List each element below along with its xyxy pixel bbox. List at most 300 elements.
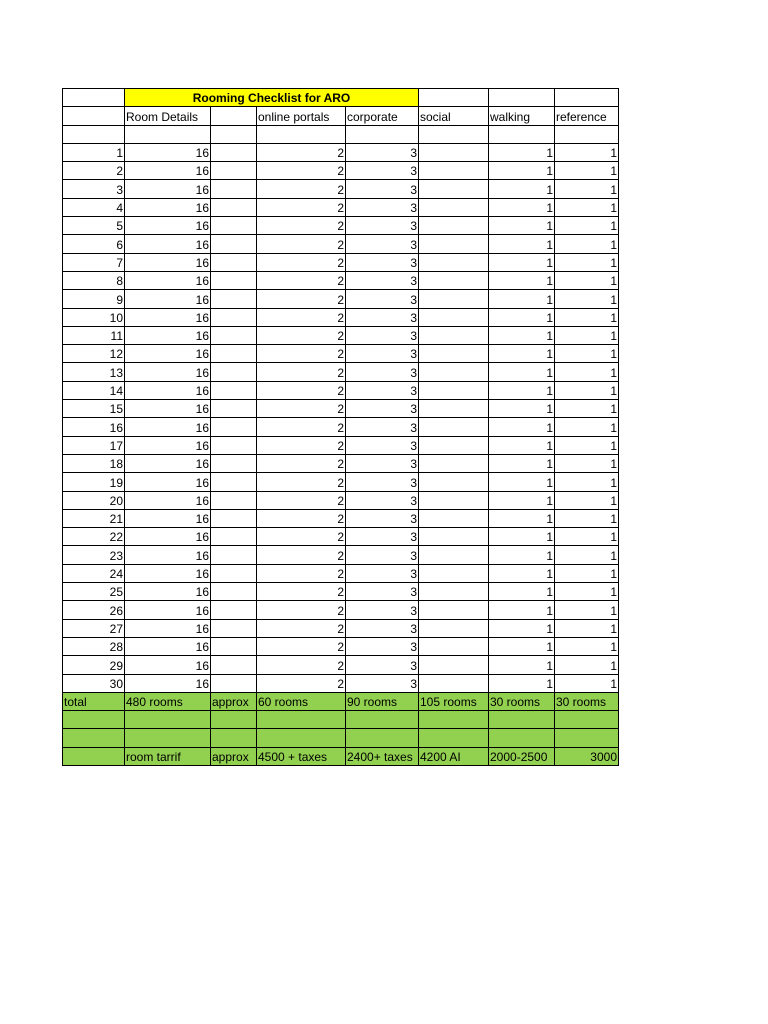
table-cell[interactable] [419, 345, 489, 363]
table-cell[interactable]: 1 [489, 564, 555, 582]
table-cell[interactable]: 1 [555, 180, 619, 198]
summary-blank-row-cell[interactable] [125, 729, 211, 747]
tariff-row-cell[interactable]: room tarrif [125, 747, 211, 765]
table-cell[interactable] [419, 601, 489, 619]
table-cell[interactable]: 1 [489, 253, 555, 271]
table-cell[interactable]: 2 [257, 308, 346, 326]
table-cell[interactable]: 13 [63, 363, 125, 381]
table-cell[interactable]: 2 [257, 436, 346, 454]
table-cell[interactable]: 1 [555, 491, 619, 509]
header-cell[interactable] [211, 107, 257, 125]
summary-blank-row-cell[interactable] [257, 711, 346, 729]
table-cell[interactable]: 1 [555, 400, 619, 418]
table-cell[interactable]: 1 [489, 454, 555, 472]
table-cell[interactable]: 1 [555, 198, 619, 216]
table-cell[interactable]: 1 [555, 619, 619, 637]
table-cell[interactable]: 1 [555, 418, 619, 436]
table-cell[interactable]: 3 [346, 308, 419, 326]
table-cell[interactable]: 25 [63, 583, 125, 601]
table-cell[interactable]: 16 [125, 674, 211, 692]
table-cell[interactable] [211, 326, 257, 344]
table-cell[interactable] [211, 217, 257, 235]
table-cell[interactable]: 1 [489, 381, 555, 399]
summary-blank-row-cell[interactable] [63, 711, 125, 729]
table-cell[interactable] [419, 528, 489, 546]
table-cell[interactable]: 2 [257, 290, 346, 308]
table-cell[interactable]: 16 [125, 619, 211, 637]
cell[interactable] [125, 125, 211, 143]
table-cell[interactable]: 2 [257, 674, 346, 692]
table-cell[interactable]: 30 [63, 674, 125, 692]
table-cell[interactable] [211, 454, 257, 472]
table-cell[interactable]: 1 [489, 546, 555, 564]
table-cell[interactable]: 1 [489, 583, 555, 601]
table-cell[interactable]: 3 [346, 656, 419, 674]
table-cell[interactable] [211, 509, 257, 527]
table-cell[interactable]: 16 [125, 418, 211, 436]
table-cell[interactable]: 16 [125, 491, 211, 509]
table-cell[interactable]: 3 [346, 619, 419, 637]
table-cell[interactable]: 1 [489, 345, 555, 363]
table-cell[interactable]: 3 [346, 564, 419, 582]
table-cell[interactable] [419, 674, 489, 692]
table-cell[interactable]: 2 [257, 619, 346, 637]
cell[interactable] [211, 125, 257, 143]
tariff-row-cell[interactable]: 2000-2500 [489, 747, 555, 765]
table-cell[interactable]: 17 [63, 436, 125, 454]
table-cell[interactable]: 16 [125, 363, 211, 381]
table-cell[interactable]: 16 [125, 253, 211, 271]
cell[interactable] [346, 125, 419, 143]
table-cell[interactable]: 2 [257, 363, 346, 381]
table-cell[interactable]: 3 [63, 180, 125, 198]
table-cell[interactable]: 3 [346, 180, 419, 198]
table-cell[interactable]: 3 [346, 637, 419, 655]
table-cell[interactable] [419, 180, 489, 198]
table-cell[interactable]: 2 [257, 491, 346, 509]
table-cell[interactable]: 16 [125, 308, 211, 326]
table-cell[interactable]: 16 [125, 436, 211, 454]
table-cell[interactable]: 3 [346, 674, 419, 692]
table-cell[interactable]: 5 [63, 217, 125, 235]
header-cell[interactable] [63, 107, 125, 125]
table-cell[interactable]: 1 [489, 418, 555, 436]
table-cell[interactable]: 1 [489, 143, 555, 161]
table-cell[interactable]: 1 [489, 674, 555, 692]
table-cell[interactable] [211, 583, 257, 601]
summary-blank-row-cell[interactable] [555, 711, 619, 729]
table-cell[interactable]: 1 [555, 326, 619, 344]
totals-row-cell[interactable]: 60 rooms [257, 692, 346, 710]
table-cell[interactable] [211, 345, 257, 363]
summary-blank-row-cell[interactable] [63, 729, 125, 747]
table-cell[interactable]: 1 [555, 162, 619, 180]
summary-blank-row-cell[interactable] [125, 711, 211, 729]
table-cell[interactable] [419, 637, 489, 655]
table-cell[interactable]: 1 [489, 198, 555, 216]
table-cell[interactable] [211, 491, 257, 509]
table-cell[interactable] [211, 528, 257, 546]
table-cell[interactable]: 1 [555, 253, 619, 271]
header-reference[interactable]: reference [555, 107, 619, 125]
table-cell[interactable]: 1 [555, 473, 619, 491]
tariff-row-cell[interactable]: approx [211, 747, 257, 765]
table-cell[interactable]: 16 [125, 381, 211, 399]
table-cell[interactable]: 3 [346, 528, 419, 546]
table-cell[interactable]: 2 [257, 381, 346, 399]
table-cell[interactable]: 22 [63, 528, 125, 546]
table-cell[interactable] [419, 381, 489, 399]
table-cell[interactable]: 26 [63, 601, 125, 619]
totals-row-cell[interactable]: 30 rooms [555, 692, 619, 710]
summary-blank-row [63, 729, 619, 747]
table-cell[interactable]: 3 [346, 509, 419, 527]
table-cell[interactable]: 1 [555, 509, 619, 527]
cell[interactable] [489, 89, 555, 107]
table-cell[interactable]: 2 [257, 583, 346, 601]
table-cell[interactable]: 16 [125, 290, 211, 308]
table-cell[interactable] [211, 253, 257, 271]
table-cell[interactable]: 29 [63, 656, 125, 674]
totals-row-cell[interactable]: 30 rooms [489, 692, 555, 710]
table-row [63, 345, 619, 363]
table-cell[interactable]: 18 [63, 454, 125, 472]
table-cell[interactable]: 3 [346, 381, 419, 399]
table-cell[interactable]: 16 [125, 601, 211, 619]
table-cell[interactable]: 11 [63, 326, 125, 344]
table-row [63, 363, 619, 381]
summary-blank-row-cell[interactable] [489, 729, 555, 747]
table-cell[interactable] [419, 217, 489, 235]
table-cell[interactable] [419, 454, 489, 472]
tariff-row-cell[interactable]: 3000 [555, 747, 619, 765]
table-cell[interactable]: 16 [125, 143, 211, 161]
table-cell[interactable]: 2 [257, 253, 346, 271]
table-cell[interactable] [211, 656, 257, 674]
table-cell[interactable] [211, 546, 257, 564]
table-cell[interactable]: 1 [489, 528, 555, 546]
table-cell[interactable]: 2 [257, 180, 346, 198]
cell[interactable] [555, 89, 619, 107]
table-cell[interactable]: 1 [555, 528, 619, 546]
table-cell[interactable]: 28 [63, 637, 125, 655]
table-cell[interactable]: 3 [346, 363, 419, 381]
table-cell[interactable]: 1 [489, 619, 555, 637]
table-cell[interactable]: 2 [257, 546, 346, 564]
table-cell[interactable]: 3 [346, 326, 419, 344]
table-cell[interactable]: 16 [125, 271, 211, 289]
table-cell[interactable]: 1 [489, 491, 555, 509]
table-cell[interactable]: 12 [63, 345, 125, 363]
table-cell[interactable]: 1 [555, 308, 619, 326]
table-cell[interactable]: 1 [489, 637, 555, 655]
table-cell[interactable]: 1 [489, 601, 555, 619]
table-cell[interactable]: 3 [346, 217, 419, 235]
table-cell[interactable]: 3 [346, 418, 419, 436]
table-cell[interactable]: 1 [555, 674, 619, 692]
table-cell[interactable] [419, 436, 489, 454]
table-cell[interactable]: 8 [63, 271, 125, 289]
table-cell[interactable]: 16 [125, 583, 211, 601]
table-cell[interactable] [211, 637, 257, 655]
table-cell[interactable]: 1 [555, 381, 619, 399]
table-cell[interactable]: 16 [125, 656, 211, 674]
table-cell[interactable]: 1 [555, 637, 619, 655]
table-cell[interactable] [419, 271, 489, 289]
table-cell[interactable] [419, 198, 489, 216]
rooming-checklist-table [62, 88, 619, 766]
table-cell[interactable] [211, 162, 257, 180]
table-cell[interactable]: 15 [63, 400, 125, 418]
totals-row-cell[interactable]: 105 rooms [419, 692, 489, 710]
table-cell[interactable]: 2 [257, 418, 346, 436]
table-cell[interactable]: 1 [489, 235, 555, 253]
table-cell[interactable]: 16 [125, 473, 211, 491]
table-cell[interactable]: 19 [63, 473, 125, 491]
table-cell[interactable] [211, 436, 257, 454]
table-cell[interactable] [211, 198, 257, 216]
header-social[interactable]: social [419, 107, 489, 125]
table-cell[interactable] [419, 509, 489, 527]
table-cell[interactable]: 1 [555, 290, 619, 308]
table-cell[interactable]: 1 [489, 326, 555, 344]
table-cell[interactable]: 16 [125, 637, 211, 655]
table-cell[interactable]: 16 [125, 235, 211, 253]
summary-blank-row-cell[interactable] [211, 729, 257, 747]
table-cell[interactable]: 1 [489, 271, 555, 289]
table-cell[interactable]: 2 [257, 235, 346, 253]
cell[interactable] [257, 125, 346, 143]
table-cell[interactable]: 3 [346, 345, 419, 363]
table-cell[interactable]: 2 [257, 143, 346, 161]
table-cell[interactable] [211, 235, 257, 253]
table-cell[interactable] [419, 546, 489, 564]
table-cell[interactable]: 16 [125, 217, 211, 235]
tariff-row-cell[interactable]: 4200 AI [419, 747, 489, 765]
table-cell[interactable]: 2 [257, 217, 346, 235]
table-cell[interactable]: 3 [346, 583, 419, 601]
table-cell[interactable]: 1 [555, 656, 619, 674]
table-cell[interactable] [211, 564, 257, 582]
table-cell[interactable]: 1 [555, 583, 619, 601]
table-cell[interactable] [419, 400, 489, 418]
table-cell[interactable]: 2 [257, 400, 346, 418]
table-cell[interactable]: 1 [555, 436, 619, 454]
table-cell[interactable]: 9 [63, 290, 125, 308]
table-cell[interactable] [419, 564, 489, 582]
table-cell[interactable] [419, 473, 489, 491]
table-cell[interactable]: 1 [555, 363, 619, 381]
table-cell[interactable]: 21 [63, 509, 125, 527]
table-cell[interactable] [211, 381, 257, 399]
summary-blank-row-cell[interactable] [555, 729, 619, 747]
table-cell[interactable]: 1 [489, 656, 555, 674]
table-cell[interactable]: 16 [63, 418, 125, 436]
header-corporate[interactable]: corporate [346, 107, 419, 125]
table-cell[interactable]: 2 [257, 271, 346, 289]
table-cell[interactable]: 3 [346, 198, 419, 216]
table-cell[interactable]: 1 [489, 473, 555, 491]
sheet-title[interactable]: Rooming Checklist for ARO [125, 89, 419, 107]
table-cell[interactable]: 2 [257, 656, 346, 674]
table-cell[interactable]: 2 [257, 637, 346, 655]
table-cell[interactable]: 2 [257, 601, 346, 619]
cell[interactable] [419, 89, 489, 107]
table-cell[interactable]: 16 [125, 400, 211, 418]
table-cell[interactable]: 2 [257, 198, 346, 216]
table-cell[interactable]: 14 [63, 381, 125, 399]
table-cell[interactable] [419, 363, 489, 381]
table-cell[interactable]: 16 [125, 345, 211, 363]
table-cell[interactable] [211, 271, 257, 289]
tariff-row-cell[interactable] [63, 747, 125, 765]
table-cell[interactable] [419, 162, 489, 180]
table-cell[interactable]: 3 [346, 143, 419, 161]
table-cell[interactable]: 2 [257, 162, 346, 180]
table-cell[interactable] [211, 601, 257, 619]
table-cell[interactable]: 2 [257, 528, 346, 546]
table-row [63, 235, 619, 253]
table-cell[interactable]: 1 [489, 509, 555, 527]
table-cell[interactable]: 3 [346, 491, 419, 509]
summary-blank-row-cell[interactable] [419, 729, 489, 747]
table-cell[interactable] [419, 418, 489, 436]
summary-blank-row-cell[interactable] [346, 711, 419, 729]
table-row [63, 271, 619, 289]
table-cell[interactable] [419, 143, 489, 161]
summary-blank-row-cell[interactable] [211, 711, 257, 729]
totals-row-cell[interactable]: total [63, 692, 125, 710]
table-cell[interactable]: 1 [489, 217, 555, 235]
table-cell[interactable]: 16 [125, 528, 211, 546]
cell[interactable] [489, 125, 555, 143]
table-cell[interactable]: 1 [555, 271, 619, 289]
table-cell[interactable]: 3 [346, 400, 419, 418]
table-cell[interactable]: 3 [346, 253, 419, 271]
table-cell[interactable] [419, 656, 489, 674]
table-cell[interactable]: 1 [489, 436, 555, 454]
table-cell[interactable]: 3 [346, 546, 419, 564]
table-cell[interactable]: 3 [346, 436, 419, 454]
table-cell[interactable]: 1 [555, 217, 619, 235]
table-cell[interactable]: 2 [257, 345, 346, 363]
table-cell[interactable]: 3 [346, 235, 419, 253]
tariff-row-cell[interactable]: 4500 + taxes [257, 747, 346, 765]
table-cell[interactable]: 3 [346, 473, 419, 491]
cell[interactable] [63, 89, 125, 107]
table-cell[interactable]: 2 [257, 454, 346, 472]
cell[interactable] [419, 125, 489, 143]
table-cell[interactable]: 1 [489, 180, 555, 198]
table-cell[interactable] [211, 180, 257, 198]
table-row [63, 400, 619, 418]
table-cell[interactable] [211, 619, 257, 637]
totals-row-cell[interactable]: 90 rooms [346, 692, 419, 710]
table-cell[interactable]: 2 [257, 564, 346, 582]
table-cell[interactable]: 2 [63, 162, 125, 180]
header-room-details[interactable]: Room Details [125, 107, 211, 125]
table-cell[interactable]: 1 [489, 308, 555, 326]
table-cell[interactable] [419, 326, 489, 344]
table-cell[interactable]: 3 [346, 271, 419, 289]
table-cell[interactable]: 16 [125, 564, 211, 582]
summary-blank-row-cell[interactable] [489, 711, 555, 729]
table-cell[interactable]: 27 [63, 619, 125, 637]
table-cell[interactable]: 23 [63, 546, 125, 564]
table-cell[interactable]: 3 [346, 454, 419, 472]
table-cell[interactable] [419, 491, 489, 509]
table-cell[interactable]: 2 [257, 509, 346, 527]
table-cell[interactable] [419, 253, 489, 271]
totals-row-cell[interactable]: 480 rooms [125, 692, 211, 710]
cell[interactable] [63, 125, 125, 143]
summary-blank-row-cell[interactable] [346, 729, 419, 747]
table-cell[interactable] [419, 619, 489, 637]
table-cell[interactable] [211, 418, 257, 436]
table-cell[interactable]: 1 [555, 143, 619, 161]
table-cell[interactable]: 1 [555, 546, 619, 564]
table-cell[interactable]: 20 [63, 491, 125, 509]
header-online-portals[interactable]: online portals [257, 107, 346, 125]
summary-blank-row-cell[interactable] [419, 711, 489, 729]
table-cell[interactable]: 2 [257, 473, 346, 491]
table-cell[interactable]: 16 [125, 198, 211, 216]
totals-row-cell[interactable]: approx [211, 692, 257, 710]
table-cell[interactable]: 3 [346, 162, 419, 180]
table-cell[interactable] [419, 235, 489, 253]
table-cell[interactable] [211, 308, 257, 326]
table-cell[interactable] [419, 583, 489, 601]
table-cell[interactable]: 16 [125, 454, 211, 472]
tariff-row-cell[interactable]: 2400+ taxes [346, 747, 419, 765]
table-cell[interactable] [211, 363, 257, 381]
table-cell[interactable]: 16 [125, 180, 211, 198]
table-cell[interactable] [211, 674, 257, 692]
table-cell[interactable]: 3 [346, 290, 419, 308]
table-cell[interactable]: 1 [63, 143, 125, 161]
table-cell[interactable]: 4 [63, 198, 125, 216]
table-cell[interactable]: 1 [555, 454, 619, 472]
table-cell[interactable]: 3 [346, 601, 419, 619]
table-cell[interactable]: 1 [555, 601, 619, 619]
table-cell[interactable] [211, 473, 257, 491]
table-cell[interactable]: 1 [489, 363, 555, 381]
table-cell[interactable]: 1 [489, 162, 555, 180]
table-cell[interactable]: 1 [555, 235, 619, 253]
header-walking[interactable]: walking [489, 107, 555, 125]
table-cell[interactable]: 10 [63, 308, 125, 326]
table-cell[interactable]: 16 [125, 326, 211, 344]
table-cell[interactable] [419, 308, 489, 326]
table-cell[interactable]: 16 [125, 162, 211, 180]
table-cell[interactable]: 6 [63, 235, 125, 253]
table-cell[interactable] [211, 400, 257, 418]
table-cell[interactable]: 24 [63, 564, 125, 582]
table-cell[interactable]: 1 [489, 290, 555, 308]
table-cell[interactable] [211, 143, 257, 161]
table-cell[interactable]: 2 [257, 326, 346, 344]
table-cell[interactable]: 1 [555, 564, 619, 582]
table-cell[interactable] [211, 290, 257, 308]
table-cell[interactable]: 7 [63, 253, 125, 271]
summary-blank-row-cell[interactable] [257, 729, 346, 747]
table-cell[interactable]: 16 [125, 509, 211, 527]
table-cell[interactable] [419, 290, 489, 308]
table-cell[interactable]: 16 [125, 546, 211, 564]
cell[interactable] [555, 125, 619, 143]
table-cell[interactable]: 1 [555, 345, 619, 363]
table-cell[interactable]: 1 [489, 400, 555, 418]
